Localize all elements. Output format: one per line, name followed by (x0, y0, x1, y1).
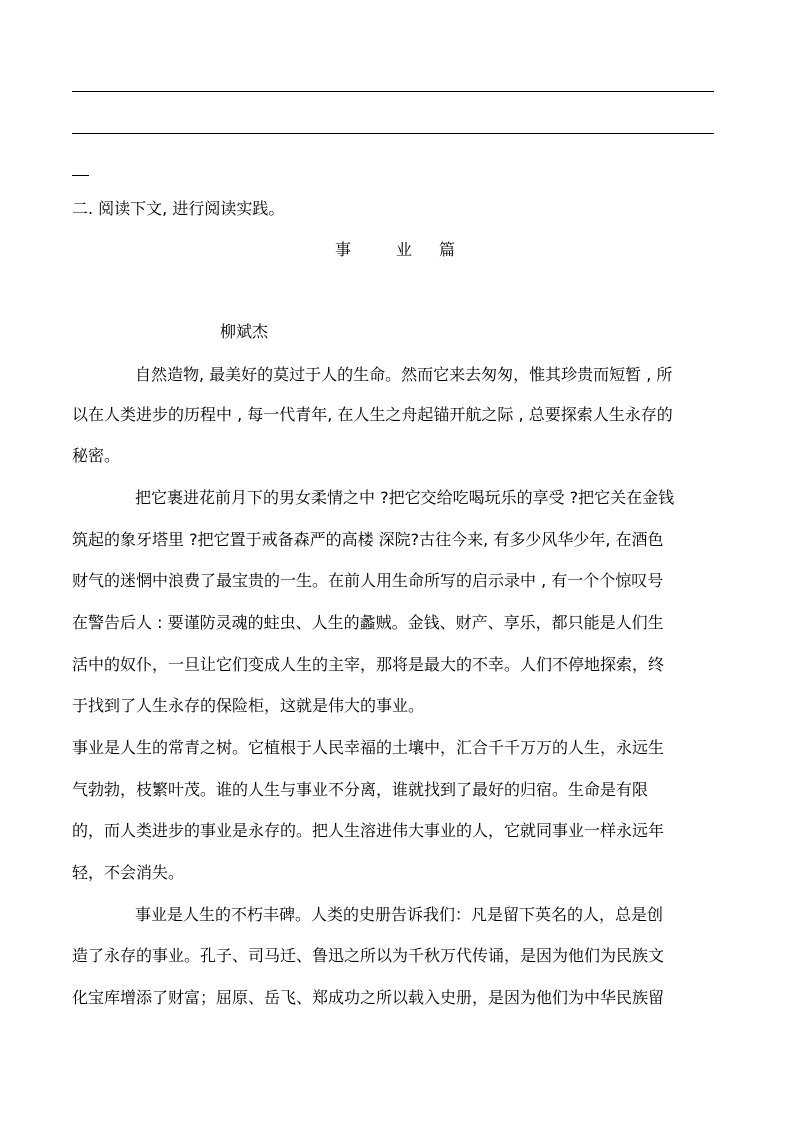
article-author: 柳斌杰 (220, 322, 269, 341)
paragraph-line: 活中的奴仆，一旦让它们变成人生的主宰，那将是最大的不幸。人们不停地探索，终 (72, 655, 665, 674)
answer-line-3-fragment (72, 175, 89, 176)
paragraph-line: 轻，不会消失。 (72, 863, 185, 882)
title-char-3: 篇 (439, 240, 456, 259)
paragraph-line: 化宝库增添了财富；屈原、岳飞、郑成功之所以载入史册，是因为他们为中华民族留 (72, 988, 665, 1007)
paragraph-line: 造了永存的事业。孔子、司马迁、鲁迅之所以为千秋万代传诵，是因为他们为民族文 (72, 946, 665, 965)
paragraph-line: 财气的迷惘中浪费了最宝贵的一生。在前人用生命所写的启示录中 , 有一个个惊叹号 (72, 571, 664, 590)
paragraph-line: 于找到了人生永存的保险柜，这就是伟大的事业。 (72, 696, 425, 715)
title-char-2: 业 (396, 240, 413, 259)
paragraph-line: 在警告后人 : 要谨防灵魂的蛀虫、人生的蠡贼。金钱、财产、享乐，都只能是人们生 (72, 613, 664, 632)
paragraph-line: 气勃勃，枝繁叶茂。谁的人生与事业不分离，谁就找到了最好的归宿。生命是有限 (72, 780, 649, 799)
paragraph-line: 秘密。 (72, 446, 121, 465)
paragraph-line: 筑起的象牙塔里 ?把它置于戒备森严的高楼 深院?古往今来, 有多少风华少年, 在酒色 (72, 530, 664, 549)
section-heading: 二. 阅读下文, 进行阅读实践。 (72, 199, 285, 218)
answer-line-1 (72, 91, 714, 92)
paragraph-line: 事业是人生的不朽丰碑。人类的史册告诉我们：凡是留下英名的人，总是创 (135, 905, 664, 924)
paragraph-line: 事业是人生的常青之树。它植根于人民幸福的土壤中，汇合千千万万的人生，永远生 (72, 738, 665, 757)
paragraph-line: 的，而人类进步的事业是永存的。把人生溶进伟大事业的人，它就同事业一样永远年 (72, 821, 665, 840)
title-char-1: 事 (335, 240, 352, 259)
paragraph-line: 把它裹进花前月下的男女柔情之中 ?把它交给吃喝玩乐的享受 ?把它关在金钱 (135, 488, 675, 507)
article-title (0, 240, 794, 260)
answer-line-2 (72, 133, 714, 134)
paragraph-line: 以在人类进步的历程中 , 每一代青年, 在人生之舟起锚开航之际 , 总要探索人生永存的 (72, 405, 673, 424)
paragraph-line: 自然造物, 最美好的莫过于人的生命。然而它来去匆匆，惟其珍贵而短暂 , 所 (135, 365, 673, 384)
